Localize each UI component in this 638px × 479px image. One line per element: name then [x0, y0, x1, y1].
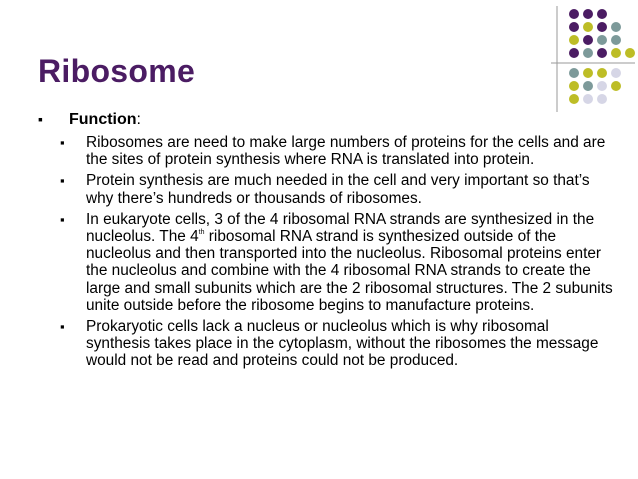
dot — [583, 94, 593, 104]
dot — [597, 81, 607, 91]
dot — [569, 94, 579, 104]
dot — [569, 48, 579, 58]
dot — [597, 22, 607, 32]
dot — [611, 68, 621, 78]
square-bullet-icon: ▪ — [60, 211, 65, 227]
function-colon: : — [136, 111, 141, 128]
dot — [611, 35, 621, 45]
list-item — [38, 318, 613, 370]
dot — [583, 9, 593, 19]
bullet-text-continued: ribosomal RNA strand is synthesized outside of the nucleolus and then transported into the nucleolus. Ribosomal proteins enter the nucleolus and combine with the 4 ribosomal RNA strands to create the large and small subunits which are the 2 ribosomal structures. The 2 subunits unite outside before the ribosome begins to manufacture proteins. — [86, 228, 613, 314]
dot — [569, 81, 579, 91]
dot — [597, 68, 607, 78]
dot — [583, 35, 593, 45]
dot — [597, 48, 607, 58]
bullet-text: Ribosomes are need to make large numbers of proteins for the cells and are the sites of protein synthesis where RNA is translated into protein. — [86, 134, 606, 169]
dot — [583, 68, 593, 78]
dot — [597, 94, 607, 104]
decorative-dot-grid — [551, 6, 635, 112]
dot — [569, 68, 579, 78]
dot — [611, 22, 621, 32]
dot — [569, 22, 579, 32]
dot — [583, 22, 593, 32]
slide-title: Ribosome — [38, 53, 196, 89]
bullet-text: In eukaryote cells, 3 of the 4 ribosomal RNA strands are synthesized in the nucleolus. The 4 — [86, 210, 595, 246]
square-bullet-icon: ▪ — [60, 319, 65, 335]
dot — [569, 9, 579, 19]
bullet-text: Prokaryotic cells lack a nucleus or nucleolus which is why ribosomal synthesis takes place in the cytoplasm, without the ribosomes the message would not be read and proteins could not be produced. — [86, 318, 599, 370]
dot — [611, 48, 621, 58]
bullet-list — [38, 134, 613, 370]
ordinal-superscript: th — [198, 229, 205, 237]
function-label: Function — [69, 111, 137, 128]
square-bullet-icon: ▪ — [60, 173, 65, 189]
dot — [583, 48, 593, 58]
list-item — [38, 172, 613, 206]
dot — [597, 9, 607, 19]
dot — [583, 81, 593, 91]
dot — [611, 81, 621, 91]
slide-body — [38, 110, 613, 374]
dot — [625, 48, 635, 58]
dot — [597, 35, 607, 45]
square-bullet-icon: ▪ — [38, 111, 43, 127]
function-heading — [38, 110, 613, 129]
list-item — [38, 211, 613, 314]
dot — [569, 35, 579, 45]
square-bullet-icon: ▪ — [60, 135, 65, 150]
list-item — [38, 134, 613, 168]
bullet-text: Protein synthesis are much needed in the cell and very important so that’s why there’s hundreds or thousands of ribosomes. — [86, 172, 590, 207]
